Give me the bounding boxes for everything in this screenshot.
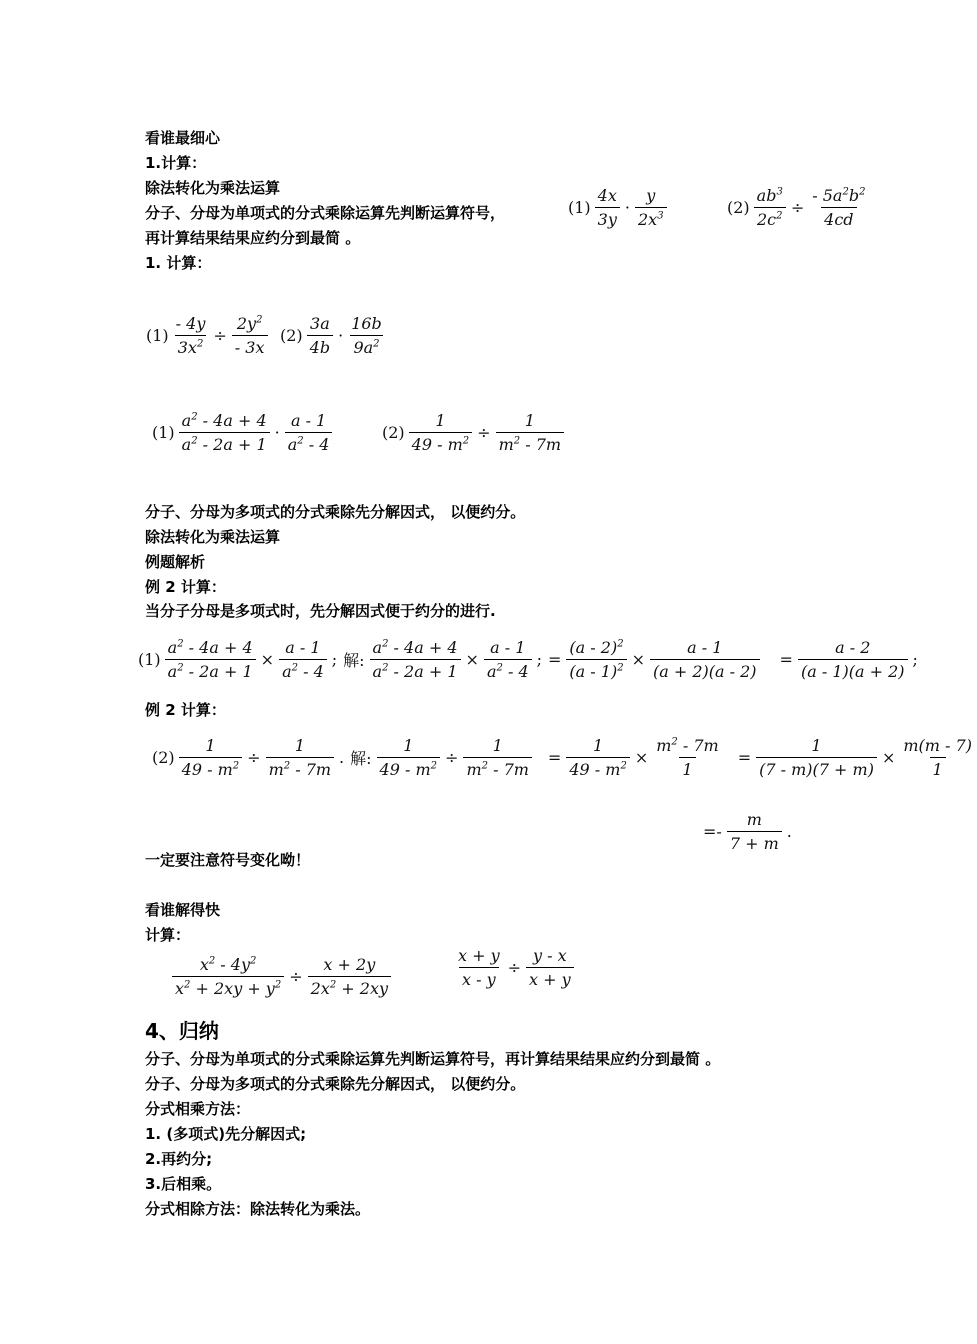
expr-number: (1) — [146, 326, 169, 345]
example-2-solution: (2) $\frac{1}{49 - m^2}$ ÷ $\frac{1}{m^2 - 7m}$ . 解: $\frac{1}{49 - m^2}$ ÷ $\frac{1}{m^2 - 7m}$ = $\frac{1}{49 - m^2}$ × $\frac{m^2 - 7m}{1}$ = $\frac{1}{(7 - m)(7 + m)}$ × $\frac{m(m - 7)}{1}$ — [152, 736, 972, 779]
step-2: 2.再约分; — [145, 1150, 213, 1168]
example-hint: 当分子分母是多项式时，先分解因式便于约分的进行. — [145, 602, 496, 620]
expr-number: (2) — [280, 326, 303, 345]
expr-a2: (2) $\frac{ab^3}{2c^2}$ ÷ $\frac{- 5a^2b^2}{4cd}$ — [727, 186, 866, 229]
expr-number: (1) — [152, 423, 175, 442]
step-3: 3.后相乘。 — [145, 1175, 222, 1193]
expr-number: (2) — [727, 198, 750, 217]
example-2-label: 例 2 计算： — [145, 578, 226, 596]
calc-label-3: 计算： — [145, 926, 191, 944]
summary-heading: 4、归纳 — [145, 1019, 219, 1043]
title-fast: 看谁解得快 — [145, 901, 221, 919]
expr-b2: (2) $\frac{3a}{4b}$ · $\frac{16b}{9a^2}$ — [280, 314, 382, 357]
sign-warning: 一定要注意符号变化呦！ — [145, 851, 311, 869]
expr-number: (2) — [152, 748, 175, 767]
solution-label: 解: — [343, 651, 365, 670]
divide-method: 分式相除方法：除法转化为乘法。 — [145, 1200, 371, 1218]
example-2-result: =- $\frac{m}{7 + m}$ . — [703, 810, 792, 853]
example-heading: 例题解析 — [145, 553, 206, 571]
example-1-solution: (1) $\frac{a^2 - 4a + 4}{a^2 - 2a + 1}$ × $\frac{a - 1}{a^2 - 4}$ ; 解: $\frac{a^2 - 4a + 4}{a^2 - 2a + 1}$ × $\frac{a - 1}{a^2 - 4}$ ; = $\frac{(a - 2)^2}{(a - 1)^2}$ × $\frac{a - 1}{(a + 2)(a - 2)}$ = $\frac{a - 2}{(a - 1)(a + 2)}$ ; — [138, 638, 918, 681]
expr-number: (1) — [138, 650, 161, 669]
semicolon: ; — [331, 650, 338, 669]
practice-2: $\frac{x + y}{x - y}$ ÷ $\frac{y - x}{x + y}$ — [453, 946, 576, 989]
rule-monomial-1: 分子、分母为单项式的分式乘除运算先判断运算符号， — [145, 204, 506, 222]
expr-number: (1) — [568, 198, 591, 217]
calc-label-2: 1. 计算： — [145, 254, 212, 272]
expr-number: (2) — [382, 423, 405, 442]
expr-b1: (1) $\frac{- 4y}{3x^2}$ ÷ $\frac{2y^2}{- 3x}$ — [146, 314, 270, 357]
expr-c1: (1) $\frac{a^2 - 4a + 4}{a^2 - 2a + 1}$ · $\frac{a - 1}{a^2 - 4}$ — [152, 411, 334, 454]
summary-polynomial: 分子、分母为多项式的分式乘除先分解因式， 以便约分。 — [145, 1075, 526, 1093]
expr-c2: (2) $\frac{1}{49 - m^2}$ ÷ $\frac{1}{m^2 - 7m}$ — [382, 411, 566, 454]
semicolon: ; — [912, 650, 918, 669]
multiply-method: 分式相乘方法： — [145, 1100, 251, 1118]
rule-div-to-mul-2: 除法转化为乘法运算 — [145, 528, 281, 546]
title-careful: 看谁最细心 — [145, 129, 221, 147]
example-2-label-b: 例 2 计算： — [145, 701, 226, 719]
rule-polynomial: 分子、分母为多项式的分式乘除先分解因式， 以便约分。 — [145, 503, 526, 521]
rule-div-to-mul: 除法转化为乘法运算 — [145, 179, 281, 197]
practice-1: $\frac{x^2 - 4y^2}{x^2 + 2xy + y^2}$ ÷ $\frac{x + 2y}{2x^2 + 2xy}$ — [170, 955, 393, 998]
expr-a1: (1) $\frac{4x}{3y}$ · $\frac{y}{2x^3}$ — [568, 186, 669, 229]
rule-monomial-2: 再计算结果结果应约分到最简 。 — [145, 229, 361, 247]
solution-label: 解: — [350, 749, 372, 768]
step-1: 1. (多项式)先分解因式; — [145, 1125, 307, 1143]
semicolon: ; — [536, 650, 543, 669]
summary-monomial: 分子、分母为单项式的分式乘除运算先判断运算符号，再计算结果结果应约分到最简 。 — [145, 1050, 721, 1068]
calc-label-1: 1.计算： — [145, 154, 207, 172]
